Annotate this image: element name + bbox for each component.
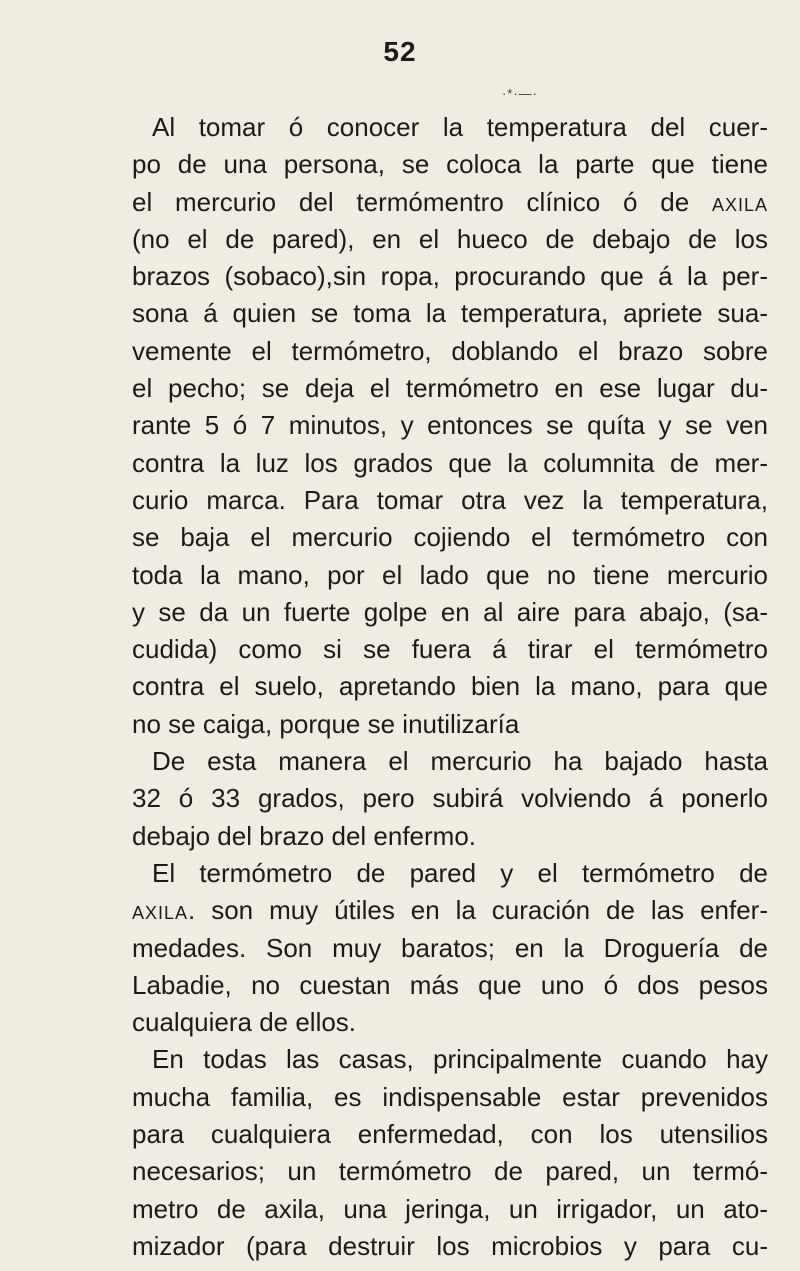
text-line: curio marca. Para tomar otra vez la temperatura,	[132, 484, 768, 515]
text-line: cualquiera de ellos.	[132, 1007, 357, 1038]
text-line: rante 5 ó 7 minutos, y entonces se quíta y se ven	[132, 410, 768, 441]
text-line: se baja el mercurio cojiendo el termómetro con	[132, 522, 768, 553]
text-line: vemente el termómetro, doblando el brazo sobre	[132, 335, 768, 366]
text-line: debajo del brazo del enfermo.	[132, 820, 477, 851]
text-line: el pecho; se deja el termómetro en ese lugar du-	[132, 373, 768, 404]
text-fragment: el mercurio del termómentro clínico ó de	[132, 186, 712, 217]
text-line: sona á quien se toma la temperatura, apriete sua-	[132, 298, 768, 329]
text-line: medades. Son muy baratos; en la Droguería de	[132, 932, 768, 963]
text-line: mizador (para destruir los microbios y para cu-	[132, 1230, 768, 1261]
text-fragment: axila	[132, 895, 189, 926]
text-line: (no el de pared), en el hueco de debajo de los	[132, 223, 768, 254]
page-number: 52	[383, 36, 417, 67]
ornament-mark: ·*·—·	[501, 86, 539, 101]
text-line: po de una persona, se coloca la parte que tiene	[132, 149, 768, 180]
text-line: necesarios; un termómetro de pared, un termó-	[132, 1156, 768, 1187]
text-line: no se caiga, porque se inutilizaría	[132, 708, 520, 739]
text-body	[132, 109, 768, 1265]
text-line: metro de axila, una jeringa, un irrigador, un ato-	[132, 1193, 768, 1224]
text-line: y se da un fuerte golpe en al aire para abajo, (sa-	[132, 596, 768, 627]
text-line: para cualquiera enfermedad, con los utensilios	[132, 1119, 768, 1150]
text-line: 32 ó 33 grados, pero subirá volviendo á ponerlo	[132, 783, 768, 814]
text-line: contra la luz los grados que la columnita de mer-	[132, 447, 768, 478]
text-fragment: . son muy útiles en la curación de las enfer-	[188, 895, 768, 926]
text-line: El termómetro de pared y el termómetro de	[152, 857, 768, 888]
text-line: mucha familia, es indispensable estar prevenidos	[132, 1081, 768, 1112]
text-line: De esta manera el mercurio ha bajado hasta	[152, 746, 768, 777]
text-line: toda la mano, por el lado que no tiene mercurio	[132, 559, 768, 590]
text-line: brazos (sobaco),sin ropa, procurando que á la per-	[132, 261, 768, 292]
text-line: Al tomar ó conocer la temperatura del cuer-	[152, 112, 768, 142]
text-line: Labadie, no cuestan más que uno ó dos pesos	[132, 969, 768, 1000]
text-line	[132, 184, 768, 221]
text-line: En todas las casas, principalmente cuando hay	[152, 1044, 768, 1075]
text-line	[132, 892, 768, 929]
text-line: cudida) como si se fuera á tirar el termómetro	[132, 634, 768, 665]
text-fragment: axila	[711, 186, 768, 217]
text-line: contra el suelo, apretando bien la mano, para que	[132, 671, 768, 702]
